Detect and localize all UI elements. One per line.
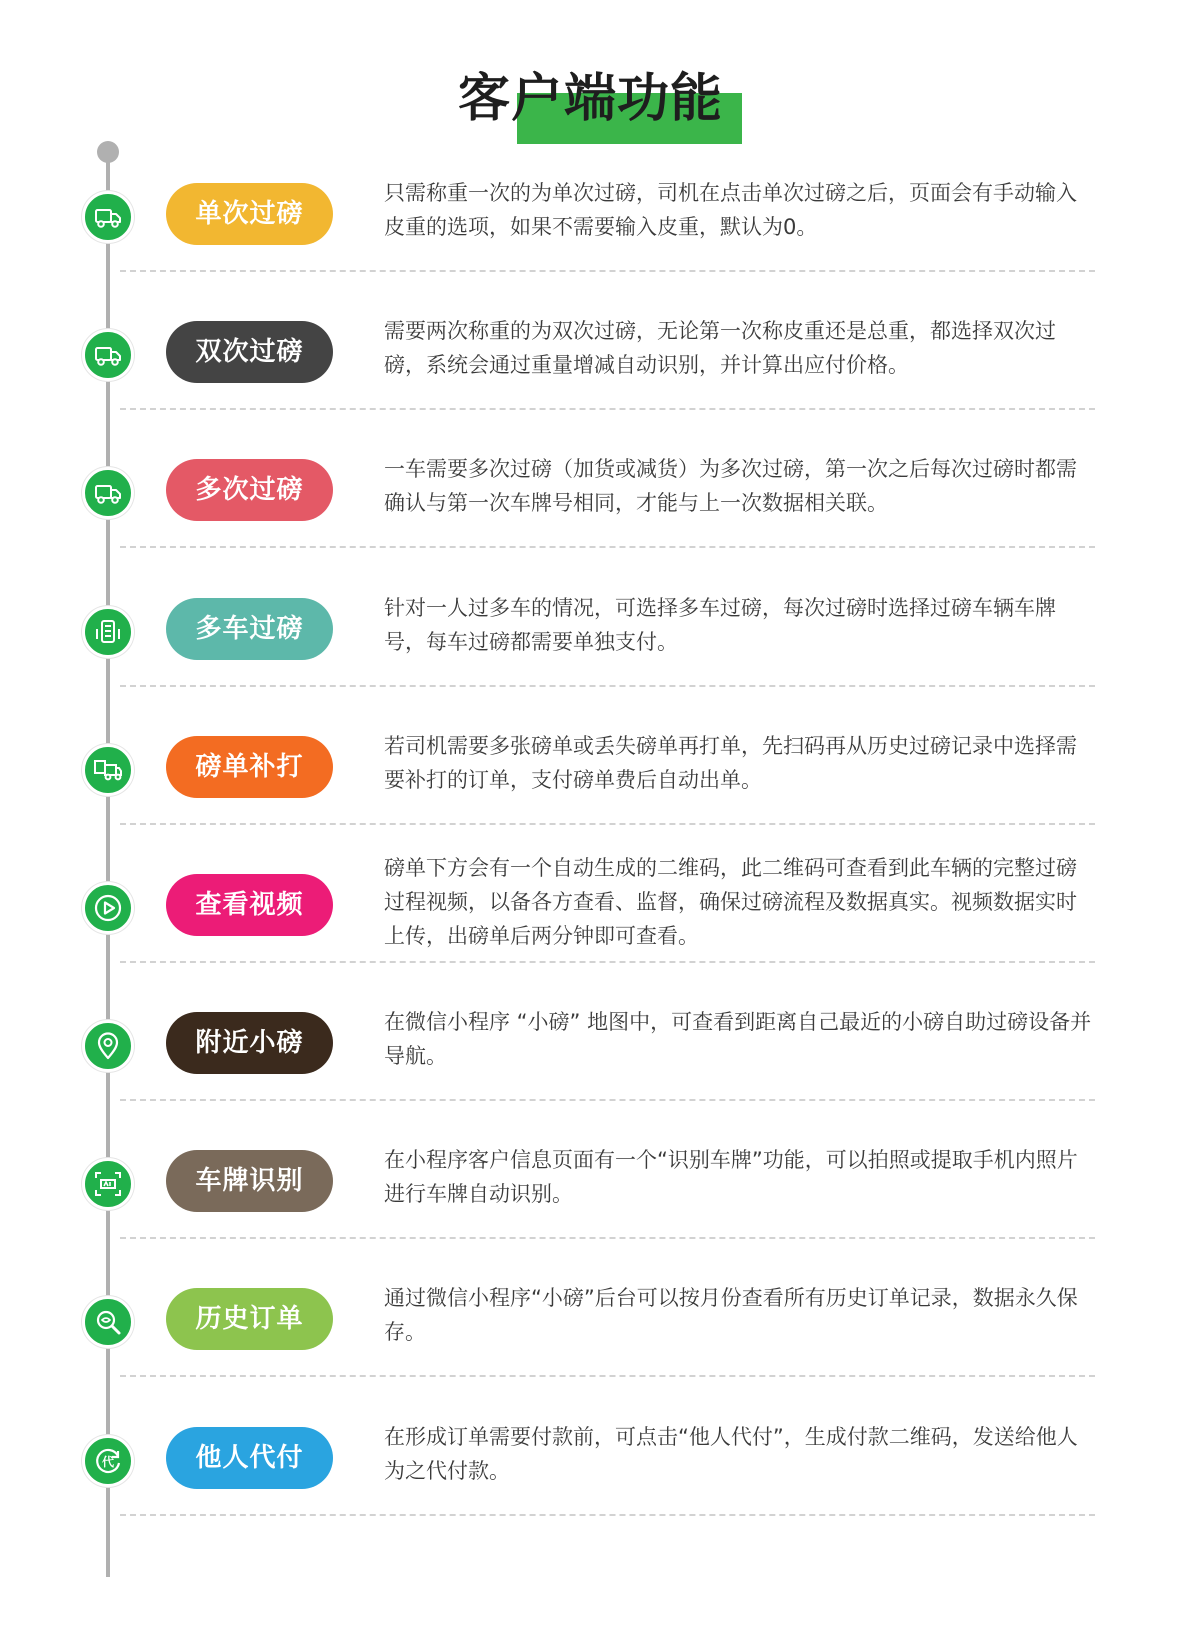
feature-row bbox=[0, 424, 1181, 568]
feature-row bbox=[0, 148, 1181, 292]
feature-row bbox=[0, 977, 1181, 1121]
feature-label-pill: 双次过磅 bbox=[166, 321, 333, 383]
row-divider bbox=[120, 685, 1095, 687]
feature-label-pill: 多次过磅 bbox=[166, 459, 333, 521]
scan-plate-icon bbox=[82, 1158, 134, 1210]
feature-row bbox=[0, 701, 1181, 845]
feature-row bbox=[0, 839, 1181, 983]
search-history-icon bbox=[82, 1296, 134, 1348]
location-pin-icon bbox=[82, 1020, 134, 1072]
feature-row bbox=[0, 286, 1181, 430]
feature-label-pill: 磅单补打 bbox=[166, 736, 333, 798]
feature-row bbox=[0, 1392, 1181, 1536]
print-truck-icon bbox=[82, 744, 134, 796]
pay-for-others-icon bbox=[82, 1435, 134, 1487]
row-divider bbox=[120, 1237, 1095, 1239]
feature-label-pill: 单次过磅 bbox=[166, 183, 333, 245]
feature-row bbox=[0, 1115, 1181, 1259]
feature-description: 需要两次称重的为双次过磅，无论第一次称皮重还是总重，都选择双次过磅，系统会通过重量增减自动识别，并计算出应付价格。 bbox=[384, 319, 1056, 377]
play-icon bbox=[82, 882, 134, 934]
feature-label-pill: 多车过磅 bbox=[166, 598, 333, 660]
row-divider bbox=[120, 1375, 1095, 1377]
feature-row bbox=[0, 1253, 1181, 1397]
feature-description: 在形成订单需要付款前，可点击“他人代付”，生成付款二维码，发送给他人为之代付款。 bbox=[384, 1425, 1078, 1483]
feature-label-pill: 查看视频 bbox=[166, 874, 333, 936]
feature-description: 只需称重一次的为单次过磅，司机在点击单次过磅之后，页面会有手动输入皮重的选项，如果不需要输入皮重，默认为0。 bbox=[384, 181, 1077, 239]
row-divider bbox=[120, 1099, 1095, 1101]
feature-label-pill: 车牌识别 bbox=[166, 1150, 333, 1212]
truck-icon bbox=[82, 329, 134, 381]
feature-label-pill: 附近小磅 bbox=[166, 1012, 333, 1074]
feature-description: 在小程序客户信息页面有一个“识别车牌”功能，可以拍照或提取手机内照片进行车牌自动识别。 bbox=[384, 1148, 1078, 1206]
feature-row bbox=[0, 563, 1181, 707]
row-divider bbox=[120, 546, 1095, 548]
page-title: 客户端功能 bbox=[457, 69, 723, 129]
row-divider bbox=[120, 823, 1095, 825]
title-area bbox=[0, 64, 1181, 154]
svg-text:代: 代 bbox=[101, 1455, 115, 1469]
truck-icon bbox=[82, 467, 134, 519]
feature-description: 在微信小程序 “小磅” 地图中，可查看到距离自己最近的小磅自助过磅设备并导航。 bbox=[384, 1010, 1092, 1068]
feature-label-pill: 他人代付 bbox=[166, 1427, 333, 1489]
row-divider bbox=[120, 408, 1095, 410]
truck-icon bbox=[82, 191, 134, 243]
feature-description: 通过微信小程序“小磅”后台可以按月份查看所有历史订单记录，数据永久保存。 bbox=[384, 1286, 1078, 1344]
row-divider bbox=[120, 270, 1095, 272]
multi-truck-icon bbox=[82, 606, 134, 658]
row-divider bbox=[120, 1514, 1095, 1516]
feature-description: 磅单下方会有一个自动生成的二维码，此二维码可查看到此车辆的完整过磅过程视频，以备各方查看、监督，确保过磅流程及数据真实。视频数据实时上传，出磅单后两分钟即可查看。 bbox=[384, 856, 1077, 948]
feature-description: 一车需要多次过磅（加货或减货）为多次过磅，第一次之后每次过磅时都需确认与第一次车牌号相同，才能与上一次数据相关联。 bbox=[384, 457, 1077, 515]
feature-description: 针对一人过多车的情况，可选择多车过磅，每次过磅时选择过磅车辆车牌号，每车过磅都需要单独支付。 bbox=[384, 596, 1056, 654]
feature-label-pill: 历史订单 bbox=[166, 1288, 333, 1350]
row-divider bbox=[120, 961, 1095, 963]
feature-description: 若司机需要多张磅单或丢失磅单再打单，先扫码再从历史过磅记录中选择需要补打的订单，支付磅单费后自动出单。 bbox=[384, 734, 1077, 792]
